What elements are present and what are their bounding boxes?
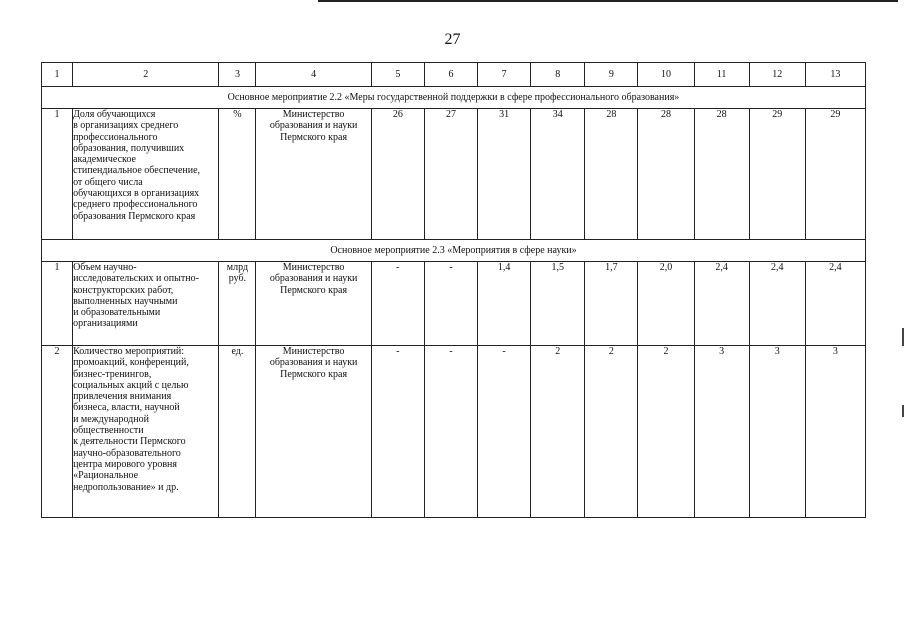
section-row (42, 87, 866, 109)
row-number-cell: 2 (42, 346, 73, 518)
cell-line: и международной (73, 413, 149, 425)
table-row (42, 262, 866, 346)
value-cell: 1,5 (531, 262, 585, 346)
cell-line: бизнеса, власти, научной (73, 402, 180, 414)
cell-line: Пермского края (280, 284, 348, 296)
indicator-name-cell (73, 262, 219, 346)
value-cell: 2,4 (694, 262, 749, 346)
cell-line: от общего числа (73, 176, 143, 188)
indicator-name-cell (73, 109, 219, 240)
value-cell: 3 (805, 346, 865, 518)
header-cell: 3 (219, 63, 256, 87)
value-cell: 2 (638, 346, 694, 518)
unit-cell (219, 262, 256, 346)
cell-line: в организациях среднего (73, 120, 179, 132)
value-cell: - (371, 346, 424, 518)
header-cell: 7 (478, 63, 531, 87)
unit-cell (219, 346, 256, 518)
cell-line: к деятельности Пермского (73, 436, 186, 448)
cell-line: социальных акций с целью (73, 379, 189, 391)
header-cell: 1 (42, 63, 73, 87)
cell-line: образования и науки (269, 357, 358, 369)
cell-line: общественности (73, 425, 144, 437)
executor-cell (256, 262, 371, 346)
header-cell: 10 (638, 63, 694, 87)
indicator-name-cell (73, 346, 219, 518)
header-cell: 11 (694, 63, 749, 87)
cell-line: выполненных научными (73, 295, 178, 307)
cell-line: стипендиальное обеспечение, (73, 165, 201, 177)
unit-cell (219, 109, 256, 240)
value-cell: 3 (694, 346, 749, 518)
value-cell: 2,4 (805, 262, 865, 346)
cell-line: образования Пермского края (73, 210, 196, 222)
value-cell: 1,7 (585, 262, 638, 346)
cell-line: Пермского края (280, 131, 348, 143)
indicators-table (41, 62, 866, 518)
value-cell: - (478, 346, 531, 518)
cell-line: обучающихся в организациях (73, 188, 200, 200)
cell-line: млрд (226, 262, 249, 273)
value-cell: 29 (805, 109, 865, 240)
cell-line: образования и науки (269, 120, 358, 132)
header-cell: 13 (805, 63, 865, 87)
cell-line: % (233, 109, 242, 120)
cell-line: и образовательными (73, 307, 161, 319)
cell-line: промоакций, конференций, (73, 357, 189, 369)
cell-line: Министерство (282, 262, 345, 273)
value-cell: 28 (638, 109, 694, 240)
value-cell: - (424, 346, 477, 518)
table-row (42, 109, 866, 240)
value-cell: 31 (478, 109, 531, 240)
header-cell: 4 (256, 63, 371, 87)
scan-edge-mark (902, 328, 904, 346)
page-number: 27 (444, 31, 461, 48)
cell-line: Пермского края (280, 368, 348, 380)
cell-line: научно-образовательного (73, 447, 181, 459)
cell-line: недропользование» и др. (73, 481, 179, 493)
header-cell: 9 (585, 63, 638, 87)
cell-line: Доля обучающихся (73, 109, 156, 120)
top-rule (318, 0, 898, 2)
cell-line: центра мирового уровня (73, 458, 177, 470)
executor-cell (256, 346, 371, 518)
cell-line: Объем научно- (73, 262, 137, 273)
value-cell: - (424, 262, 477, 346)
cell-line: ед. (231, 346, 244, 357)
value-cell: 3 (749, 346, 805, 518)
cell-line: бизнес-тренингов, (73, 368, 152, 380)
cell-line: исследовательских и опытно- (73, 273, 199, 285)
value-cell: 28 (694, 109, 749, 240)
header-cell: 12 (749, 63, 805, 87)
cell-line: Количество мероприятий: (73, 346, 185, 357)
section-title: Основное мероприятие 2.2 «Меры государственной поддержки в сфере профессионального образования» (42, 87, 866, 109)
value-cell: 2 (531, 346, 585, 518)
table-header-row (42, 63, 866, 87)
value-cell: - (371, 262, 424, 346)
value-cell: 2 (585, 346, 638, 518)
cell-line: академическое (73, 154, 136, 166)
row-number-cell: 1 (42, 262, 73, 346)
table-row (42, 346, 866, 518)
value-cell: 28 (585, 109, 638, 240)
cell-line: образования, получивших (73, 142, 185, 154)
value-cell: 27 (424, 109, 477, 240)
value-cell: 26 (371, 109, 424, 240)
cell-line: профессионального (73, 131, 158, 143)
scan-edge-mark (902, 405, 904, 417)
cell-line: организациями (73, 318, 138, 330)
cell-line: конструкторских работ, (73, 284, 174, 296)
cell-line: руб. (228, 273, 247, 285)
section-title: Основное мероприятие 2.3 «Мероприятия в сфере науки» (42, 240, 866, 262)
table-body (42, 63, 866, 518)
header-cell: 5 (371, 63, 424, 87)
cell-line: среднего профессионального (73, 199, 198, 211)
executor-cell (256, 109, 371, 240)
value-cell: 34 (531, 109, 585, 240)
cell-line: Министерство (282, 109, 345, 120)
section-row (42, 240, 866, 262)
value-cell: 29 (749, 109, 805, 240)
header-cell: 8 (531, 63, 585, 87)
cell-line: образования и науки (269, 273, 358, 285)
header-cell: 6 (424, 63, 477, 87)
header-cell: 2 (73, 63, 219, 87)
cell-line: привлечения внимания (73, 391, 172, 403)
row-number-cell: 1 (42, 109, 73, 240)
cell-line: «Рациональное (73, 470, 139, 482)
value-cell: 2,0 (638, 262, 694, 346)
value-cell: 1,4 (478, 262, 531, 346)
cell-line: Министерство (282, 346, 345, 357)
value-cell: 2,4 (749, 262, 805, 346)
